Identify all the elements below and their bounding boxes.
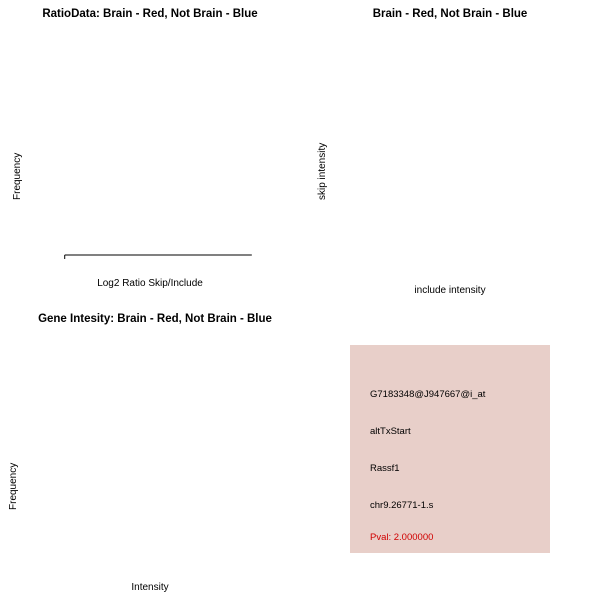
- panel-ratio-histogram: [0, 0, 300, 300]
- panel-ratio-plot: [0, 0, 300, 300]
- panel-gene-xlabel: Intensity: [131, 582, 169, 593]
- info-event-type: altTxStart: [370, 426, 411, 437]
- panel-scatter: [300, 0, 600, 300]
- info-probe-id: G7183348@J947667@i_at: [370, 389, 486, 400]
- info-pval: Pval: 2.000000: [370, 532, 434, 543]
- panel-scatter-plot: [300, 0, 600, 300]
- info-locus: chr9.26771-1.s: [370, 500, 434, 511]
- panel-ratio-ylabel: Frequency: [12, 152, 23, 200]
- panel-scatter-title: Brain - Red, Not Brain - Blue: [372, 8, 528, 20]
- panel-scatter-xlabel: include intensity: [414, 285, 486, 296]
- panel-scatter-ylabel: skip intensity: [317, 142, 328, 200]
- info-box: [350, 345, 550, 553]
- info-gene-symbol: Rassf1: [370, 463, 400, 474]
- panel-gene-title: Gene Intesity: Brain - Red, Not Brain - Blue: [38, 313, 272, 325]
- panel-gene-plot: [0, 305, 300, 600]
- panel-ratio-xlabel: Log2 Ratio Skip/Include: [97, 278, 203, 289]
- panel-gene-ylabel: Frequency: [8, 462, 19, 510]
- panel-ratio-title: RatioData: Brain - Red, Not Brain - Blue: [42, 8, 258, 20]
- panel-gene-histogram: [0, 305, 300, 600]
